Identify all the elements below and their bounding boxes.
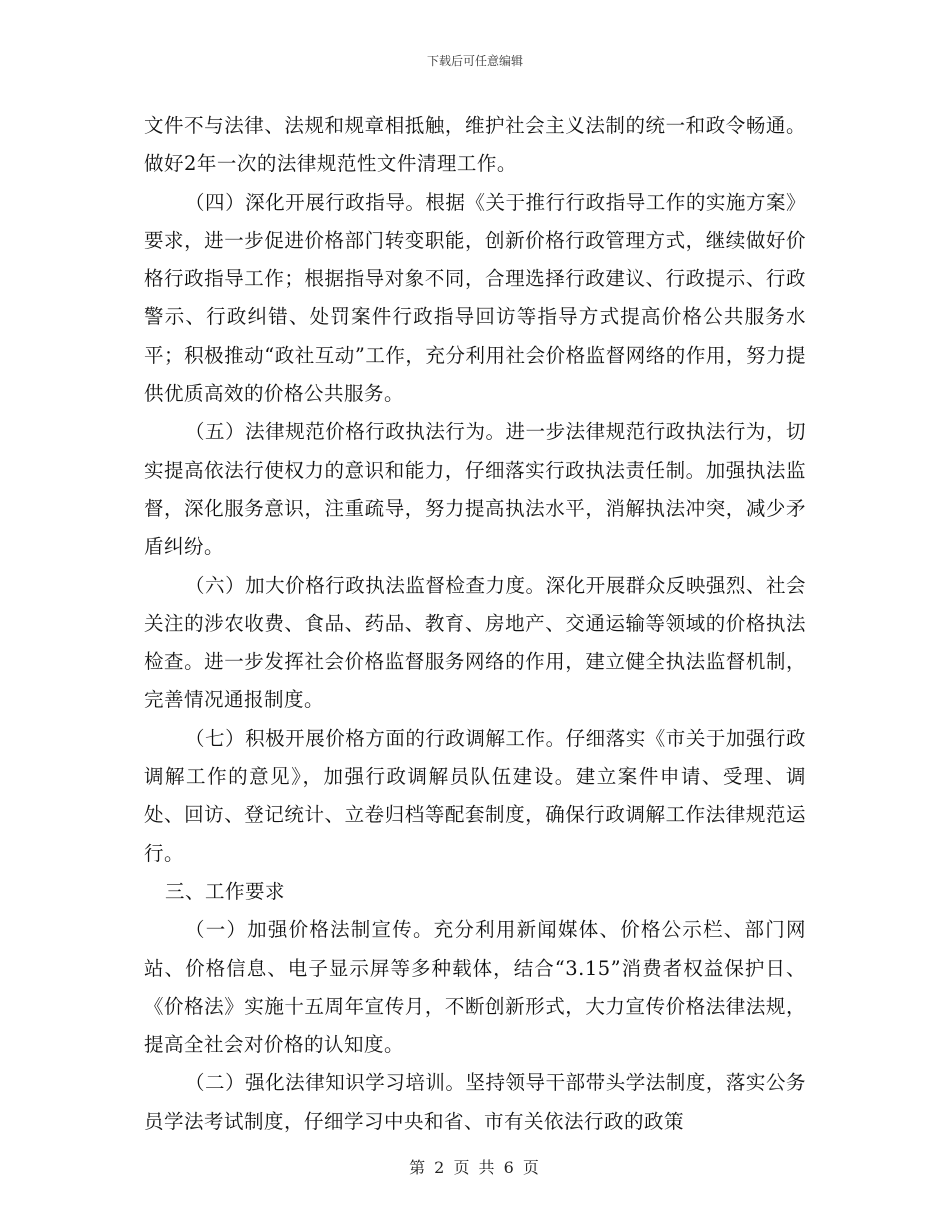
paragraph-requirement-1: （一）加强价格法制宣传。充分利用新闻媒体、价格公示栏、部门网站、价格信息、电子显示屏等多种载体，结合“3.15”消费者权益保护日、《价格法》实施十五周年宣传月，不断创新形式，大力宣传价格法律法规，提高全社会对价格的认知度。 — [144, 918, 806, 1057]
page-footer: 第 2 页 共 6 页 — [409, 1158, 541, 1177]
paragraph-requirement-2: （二）强化法律知识学习培训。坚持领导干部带头学法制度，落实公务员学法考试制度，仔细学习中央和省、市有关依法行政的政策 — [144, 1071, 806, 1133]
page-header: 下载后可任意编辑 — [426, 54, 523, 68]
document-body — [144, 107, 806, 1141]
section-heading-work-requirements: 三、工作要求 — [165, 879, 286, 903]
paragraph-section-5: （五）法律规范价格行政执法行为。进一步法律规范行政执法行为，切实提高依法行使权力的意识和能力，仔细落实行政执法责任制。加强执法监督，深化服务意识，注重疏导，努力提高执法水平，消解执法冲突，减少矛盾纠纷。 — [144, 420, 806, 559]
paragraph-section-4: （四）深化开展行政指导。根据《关于推行行政指导工作的实施方案》要求，进一步促进价格部门转变职能，创新价格行政管理方式，继续做好价格行政指导工作；根据指导对象不同，合理选择行政建议、行政提示、行政警示、行政纠错、处罚案件行政指导回访等指导方式提高价格公共服务水平；积极推动“政社互动”工作，充分利用社会价格监督网络的作用，努力提供优质高效的价格公共服务。 — [144, 190, 806, 406]
paragraph-section-7: （七）积极开展价格方面的行政调解工作。仔细落实《市关于加强行政调解工作的意见》，加强行政调解员队伍建设。建立案件申请、受理、调处、回访、登记统计、立卷归档等配套制度，确保行政调解工作法律规范运行。 — [144, 726, 806, 865]
paragraph-continuation: 文件不与法律、法规和规章相抵触，维护社会主义法制的统一和政令畅通。做好2年一次的法律规范性文件清理工作。 — [144, 114, 806, 176]
paragraph-section-6: （六）加大价格行政执法监督检查力度。深化开展群众反映强烈、社会关注的涉农收费、食品、药品、教育、房地产、交通运输等领域的价格执法检查。进一步发挥社会价格监督服务网络的作用，建立健全执法监督机制，完善情况通报制度。 — [144, 573, 806, 712]
